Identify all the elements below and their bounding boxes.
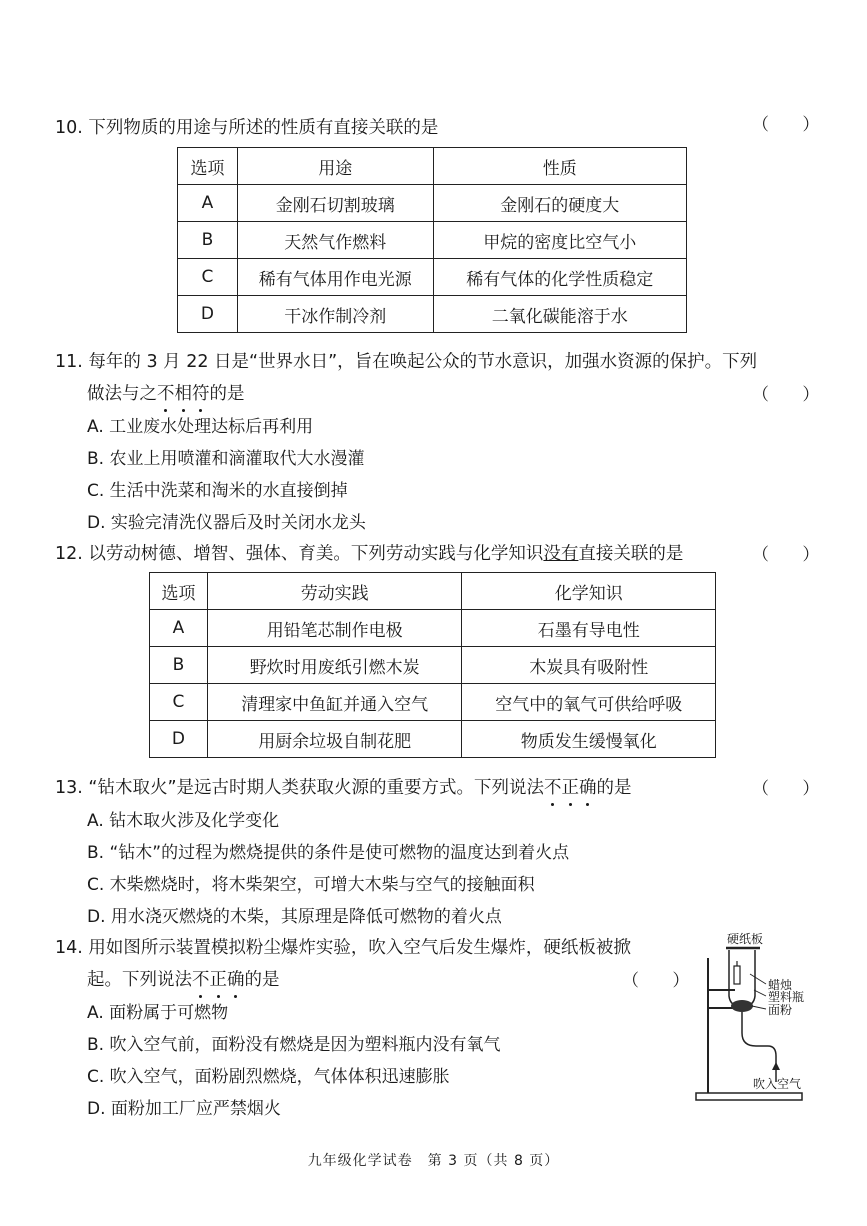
table-cell: 野炊时用废纸引燃木炭	[207, 647, 462, 684]
table-cell: C	[178, 259, 238, 296]
table-header-cell: 用途	[237, 148, 433, 185]
table-row	[150, 647, 716, 684]
q12-stem	[55, 540, 683, 565]
table-row	[178, 259, 687, 296]
emphasis-char: 相	[175, 380, 193, 405]
table-row	[150, 721, 716, 758]
table-row	[178, 185, 687, 222]
table-cell: 石墨有导电性	[462, 610, 716, 647]
q11-answer-paren: （ ）	[752, 385, 834, 405]
emphasis-char: 确	[579, 774, 597, 799]
table-cell: 稀有气体的化学性质稳定	[433, 259, 686, 296]
q14-answer-paren: （ ）	[622, 971, 704, 991]
table-cell: 二氧化碳能溶于水	[433, 296, 686, 333]
q12-stem-underline: 没有	[543, 544, 579, 564]
candle	[734, 966, 740, 984]
table-cell: 空气中的氧气可供给呼吸	[462, 684, 716, 721]
q10-table	[177, 147, 687, 333]
emphasis-char: 符	[192, 380, 210, 405]
q11-option-a: A. 工业废水处理达标后再利用	[87, 417, 314, 437]
table-cell: 物质发生缓慢氧化	[462, 721, 716, 758]
q11-stem-line2	[87, 380, 245, 405]
label-candle: 蜡烛	[768, 978, 793, 992]
q13-option-d: D. 用水浇灭燃烧的木柴，其原理是降低可燃物的着火点	[87, 907, 502, 927]
label-leader	[750, 974, 766, 984]
table-cell: D	[178, 296, 238, 333]
table-header-cell: 选项	[178, 148, 238, 185]
table-header-cell: 选项	[150, 573, 208, 610]
q11-stem-line1: 11. 每年的 3 月 22 日是“世界水日”，旨在唤起公众的节水意识，加强水资源的保护。下列	[55, 352, 758, 372]
label-leader	[754, 990, 766, 996]
q14-stem-text: 起。下列说法	[87, 970, 192, 990]
table-row	[150, 684, 716, 721]
q13-option-c: C. 木柴燃烧时，将木柴架空，可增大木柴与空气的接触面积	[87, 875, 535, 895]
flour-pile	[731, 1000, 753, 1012]
q13-stem-text: 13. “钻木取火”是远古时期人类获取火源的重要方式。下列说法	[55, 778, 545, 798]
label-flour: 面粉	[768, 1003, 793, 1017]
table-cell: A	[178, 185, 238, 222]
q14-option-c: C. 吹入空气，面粉剧烈燃烧，气体体积迅速膨胀	[87, 1067, 450, 1087]
table-cell: 干冰作制冷剂	[237, 296, 433, 333]
q14-option-b: B. 吹入空气前，面粉没有燃烧是因为塑料瓶内没有氧气	[87, 1035, 501, 1055]
q11-option-c: C. 生活中洗菜和淘米的水直接倒掉	[87, 481, 348, 501]
table-cell: D	[150, 721, 208, 758]
q12-table	[149, 572, 716, 758]
table-header-cell: 劳动实践	[207, 573, 462, 610]
air-tube	[742, 1012, 776, 1066]
q11-option-d: D. 实验完清洗仪器后及时关闭水龙头	[87, 513, 366, 533]
table-header-cell: 化学知识	[462, 573, 716, 610]
q14-option-d: D. 面粉加工厂应严禁烟火	[87, 1099, 281, 1119]
label-air: 吹入空气	[753, 1077, 802, 1091]
stand-base	[696, 1093, 802, 1100]
q11-stem-text: 做法与之	[87, 384, 157, 404]
table-cell: 金刚石切割玻璃	[237, 185, 433, 222]
table-cell: 木炭具有吸附性	[462, 647, 716, 684]
table-cell: 用铅笔芯制作电极	[207, 610, 462, 647]
q14-stem-line2	[87, 966, 280, 991]
q13-stem-text: 的是	[596, 778, 632, 798]
table-row	[150, 610, 716, 647]
emphasis-char: 不	[544, 774, 562, 799]
label-leader	[752, 1006, 766, 1009]
emphasis-char: 不	[157, 380, 175, 405]
label-board: 硬纸板	[727, 932, 764, 946]
arrow-head	[772, 1062, 780, 1070]
table-header-cell: 性质	[433, 148, 686, 185]
q13-stem	[55, 774, 632, 799]
table-cell: 稀有气体用作电光源	[237, 259, 433, 296]
page-footer: 九年级化学试卷 第 3 页（共 8 页）	[307, 1153, 560, 1169]
q13-option-a: A. 钻木取火涉及化学变化	[87, 811, 280, 831]
q10-stem: 10. 下列物质的用途与所述的性质有直接关联的是	[55, 118, 439, 138]
table-cell: 清理家中鱼缸并通入空气	[207, 684, 462, 721]
q12-stem-text: 直接关联的是	[578, 544, 684, 564]
table-cell: C	[150, 684, 208, 721]
table-header-row	[178, 148, 687, 185]
emphasis-char: 正	[562, 774, 580, 799]
q14-stem-text: 的是	[244, 970, 280, 990]
label-bottle: 塑料瓶	[768, 990, 805, 1004]
emphasis-char: 正	[210, 966, 228, 991]
emphasis-char: 不	[192, 966, 210, 991]
table-header-row	[150, 573, 716, 610]
table-cell: A	[150, 610, 208, 647]
q14-option-a: A. 面粉属于可燃物	[87, 1003, 229, 1023]
table-cell: 用厨余垃圾自制花肥	[207, 721, 462, 758]
q10-answer-paren: （ ）	[752, 115, 834, 135]
q14-stem-line1: 14. 用如图所示装置模拟粉尘爆炸实验，吹入空气后发生爆炸，硬纸板被掀	[55, 938, 631, 958]
emphasis-char: 确	[227, 966, 245, 991]
q13-answer-paren: （ ）	[752, 779, 834, 799]
table-row	[178, 296, 687, 333]
table-cell: B	[150, 647, 208, 684]
q13-option-b: B. “钻木”的过程为燃烧提供的条件是使可燃物的温度达到着火点	[87, 843, 570, 863]
table-cell: B	[178, 222, 238, 259]
table-cell: 金刚石的硬度大	[433, 185, 686, 222]
q12-answer-paren: （ ）	[752, 545, 834, 565]
q11-option-b: B. 农业上用喷灌和滴灌取代大水漫灌	[87, 449, 365, 469]
q12-stem-text: 12. 以劳动树德、增智、强体、育美。下列劳动实践与化学知识	[55, 544, 544, 564]
table-cell: 甲烷的密度比空气小	[433, 222, 686, 259]
plastic-bottle	[729, 950, 755, 1008]
table-row	[178, 222, 687, 259]
q11-stem-text: 的是	[209, 384, 245, 404]
table-cell: 天然气作燃料	[237, 222, 433, 259]
dust-explosion-apparatus-figure	[690, 928, 822, 1110]
